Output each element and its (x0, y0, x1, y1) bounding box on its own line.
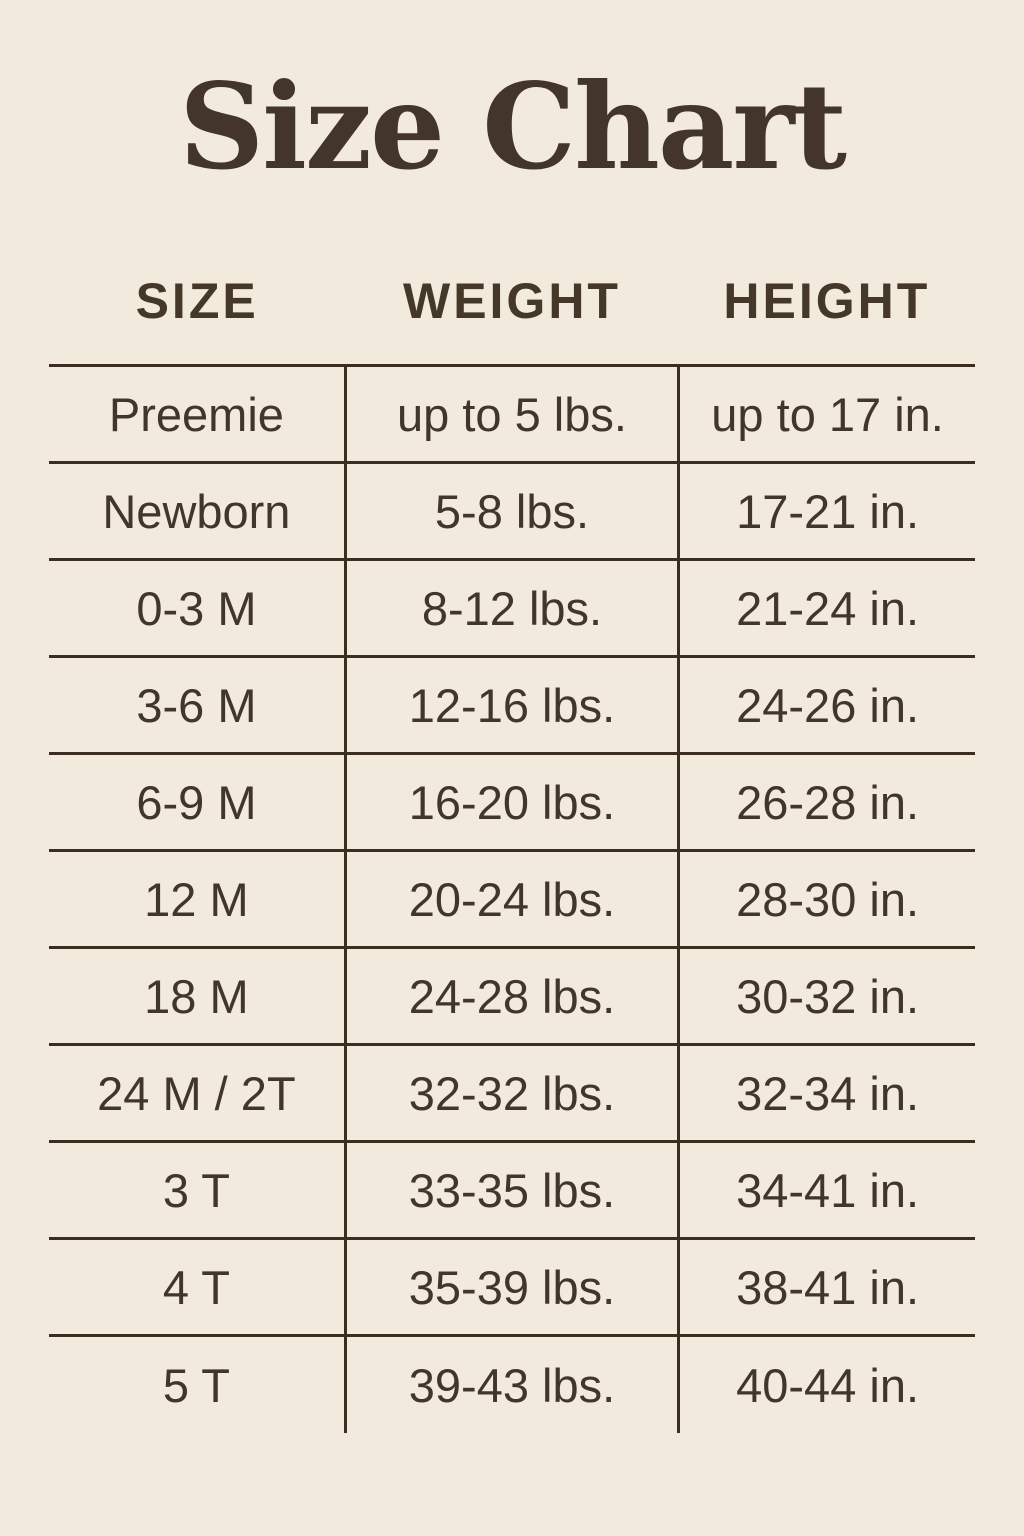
height-cell: 34-41 in. (679, 1142, 975, 1239)
weight-cell: up to 5 lbs. (345, 366, 678, 463)
size-cell: 3-6 M (49, 657, 345, 754)
weight-cell: 5-8 lbs. (345, 463, 678, 560)
table-row (49, 657, 975, 754)
weight-cell: 8-12 lbs. (345, 560, 678, 657)
size-cell: 6-9 M (49, 754, 345, 851)
column-header-weight: WEIGHT (345, 238, 678, 366)
size-cell: 0-3 M (49, 560, 345, 657)
weight-cell: 33-35 lbs. (345, 1142, 678, 1239)
height-cell: 28-30 in. (679, 851, 975, 948)
weight-cell: 12-16 lbs. (345, 657, 678, 754)
table-row (49, 1336, 975, 1433)
weight-cell: 39-43 lbs. (345, 1336, 678, 1433)
height-cell: 32-34 in. (679, 1045, 975, 1142)
height-cell: 30-32 in. (679, 948, 975, 1045)
height-cell: 38-41 in. (679, 1239, 975, 1336)
weight-cell: 16-20 lbs. (345, 754, 678, 851)
height-cell: 40-44 in. (736, 1358, 920, 1412)
table-row (49, 463, 975, 560)
table-row (49, 1142, 975, 1239)
table-row (49, 851, 975, 948)
table-body (49, 366, 975, 1433)
header-row (49, 238, 975, 366)
table-row (49, 1239, 975, 1336)
page-title: Size Chart (178, 57, 846, 196)
weight-cell: 20-24 lbs. (345, 851, 678, 948)
table-header (49, 238, 975, 366)
column-header-size: SIZE (49, 238, 345, 366)
size-cell: 12 M (49, 851, 345, 948)
table-row (49, 1045, 975, 1142)
size-chart-table (49, 238, 975, 1433)
table-row (49, 366, 975, 463)
size-cell: Preemie (49, 366, 345, 463)
height-cell: 17-21 in. (679, 463, 975, 560)
table-row (49, 560, 975, 657)
table-row (49, 948, 975, 1045)
size-cell: Newborn (49, 463, 345, 560)
size-cell: 5 T (49, 1336, 345, 1433)
height-cell: 26-28 in. (679, 754, 975, 851)
size-cell: 4 T (49, 1239, 345, 1336)
weight-cell: 35-39 lbs. (345, 1239, 678, 1336)
height-cell: 21-24 in. (679, 560, 975, 657)
height-cell: up to 17 in. (679, 366, 975, 463)
size-cell: 18 M (49, 948, 345, 1045)
weight-cell: 32-32 lbs. (345, 1045, 678, 1142)
table-row (49, 754, 975, 851)
height-cell: 24-26 in. (679, 657, 975, 754)
size-cell: 24 M / 2T (49, 1045, 345, 1142)
column-header-height: HEIGHT (679, 238, 975, 366)
size-cell: 3 T (49, 1142, 345, 1239)
weight-cell: 24-28 lbs. (345, 948, 678, 1045)
